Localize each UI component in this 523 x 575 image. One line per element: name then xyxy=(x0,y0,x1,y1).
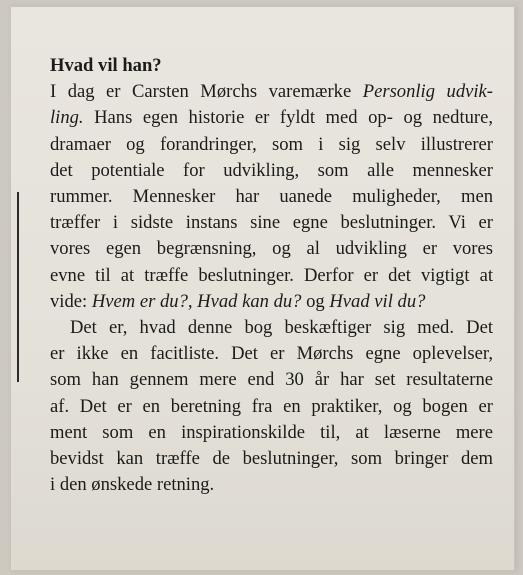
paragraph-2-line-2: er ikke en facitliste. Det er Mørchs egne oplevelser, xyxy=(50,343,493,365)
paragraph-1-line-4: det potentiale for udvikling, som alle mennesker xyxy=(50,159,493,181)
paragraph-1-line-7: vores egen begrænsning, og al udvikling er vores xyxy=(50,238,493,260)
paragraph-2-line-7: i den ønskede retning. xyxy=(50,474,215,496)
paragraph-1 xyxy=(50,79,493,289)
paragraph-2-line-4: af. Det er en beretning fra en praktiker, og bogen er xyxy=(50,395,493,417)
margin-marker-line xyxy=(17,192,19,382)
paragraph-2-line-6: bevidst kan træffe de beslutninger, som bringer dem xyxy=(50,448,493,470)
paragraph-1-final-line: vide: Hvem er du?, Hvad kan du? og Hvad vil du? xyxy=(50,290,426,312)
paragraph-2-line-1: Det er, hvad denne bog beskæftiger sig med. Det xyxy=(70,317,493,339)
section-heading: Hvad vil han? xyxy=(50,55,162,76)
paragraph-1-line-3: dramaer og forandringer, som i sig selv illustrerer xyxy=(50,133,493,155)
paragraph-2-line-5: ment som en inspirationskilde til, at læserne mere xyxy=(50,421,493,443)
text-block xyxy=(50,53,493,498)
paragraph-1-line-6: træffer i sidste instans sine egne beslutninger. Vi er xyxy=(50,212,493,234)
paragraph-2-line-3: som han gennem mere end 30 år har set resultaterne xyxy=(50,369,493,391)
paragraph-1-line-2: ling. Hans egen historie er fyldt med op- og nedture, xyxy=(50,107,493,129)
paragraph-1-line-5: rummer. Mennesker har uanede muligheder, men xyxy=(50,186,493,208)
paragraph-1-line-1: I dag er Carsten Mørchs varemærke Personlig udvik- xyxy=(50,81,493,103)
book-page xyxy=(10,6,515,571)
paragraph-1-line-8: evne til at træffe beslutninger. Derfor er det vigtigt at xyxy=(50,264,493,286)
